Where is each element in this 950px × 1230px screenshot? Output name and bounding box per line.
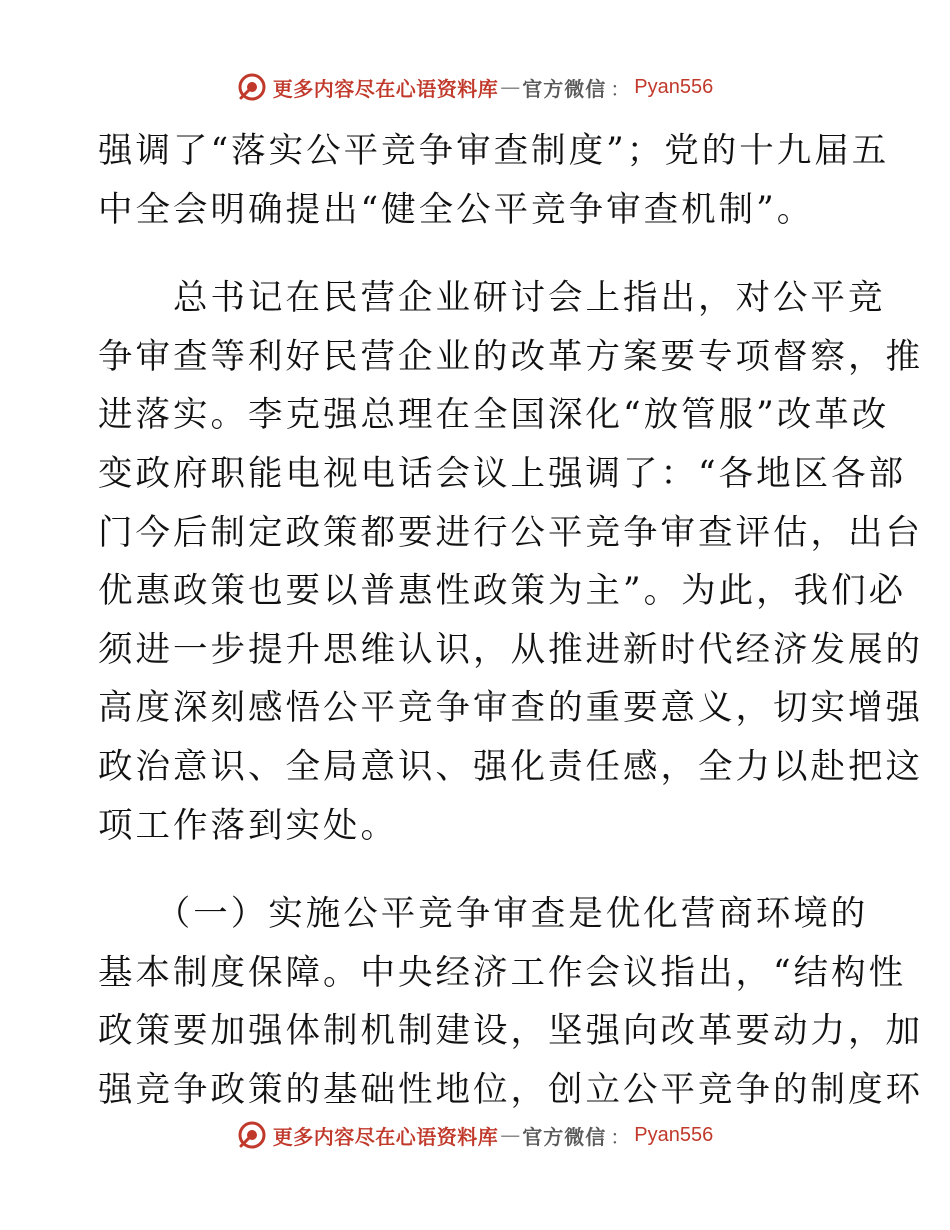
text-line: 变政府职能电视电话会议上强调了：“各地区各部 [98, 453, 907, 494]
text-line: 优惠政策也要以普惠性政策为主”。为此，我们必 [98, 571, 907, 612]
text-line: 争审查等利好民营企业的改革方案要专项督察，推 [98, 336, 923, 377]
text-line: 政策要加强体制机制建设，坚强向改革要动力，加 [98, 1011, 923, 1052]
text-line: 进落实。李克强总理在全国深化“放管服”改革改 [98, 395, 890, 436]
text-line: 政治意识、全局意识、强化责任感，全力以赴把这 [98, 746, 923, 787]
watermark-wechat-id: Pyan556 [634, 75, 714, 98]
text-line: 须进一步提升思维认识，从推进新时代经济发展的 [98, 629, 923, 670]
watermark-dash: — [500, 75, 521, 99]
document-body [98, 122, 923, 1120]
text-line: 中全会明确提出“健全公平竞争审查机制”。 [98, 189, 815, 230]
watermark-official-label: 官方微信 [522, 1124, 607, 1149]
watermark-wechat-id: Pyan556 [634, 1123, 714, 1146]
watermark-text: 更多内容尽在心语资料库 [272, 1124, 499, 1149]
footer-watermark [0, 1120, 950, 1150]
watermark-text: 更多内容尽在心语资料库 [272, 76, 499, 101]
text-line: 基本制度保障。中央经济工作会议指出，“结构性 [98, 952, 907, 993]
watermark-dash: — [500, 1123, 521, 1147]
text-line: 门今后制定政策都要进行公平竞争审查评估，出台 [98, 512, 923, 553]
logo-icon [237, 1120, 267, 1150]
paragraph [98, 885, 923, 1119]
paragraph [98, 269, 923, 855]
watermark-colon: ： [610, 76, 631, 101]
text-line: 强竞争政策的基础性地位，创立公平竞争的制度环 [98, 1069, 923, 1110]
text-line: 总书记在民营企业研讨会上指出，对公平竞 [98, 278, 886, 319]
text-line: 强调了“落实公平竞争审查制度”；党的十九届五 [98, 131, 890, 171]
text-line: 项工作落到实处。 [98, 805, 398, 846]
watermark-colon: ： [610, 1124, 631, 1149]
header-watermark [0, 72, 950, 102]
paragraph [98, 122, 890, 239]
text-line: （一）实施公平竞争审查是优化营商环境的 [98, 894, 869, 935]
text-line: 高度深刻感悟公平竞争审查的重要意义，切实增强 [98, 688, 923, 729]
logo-icon [237, 72, 267, 102]
watermark-official-label: 官方微信 [522, 76, 607, 101]
